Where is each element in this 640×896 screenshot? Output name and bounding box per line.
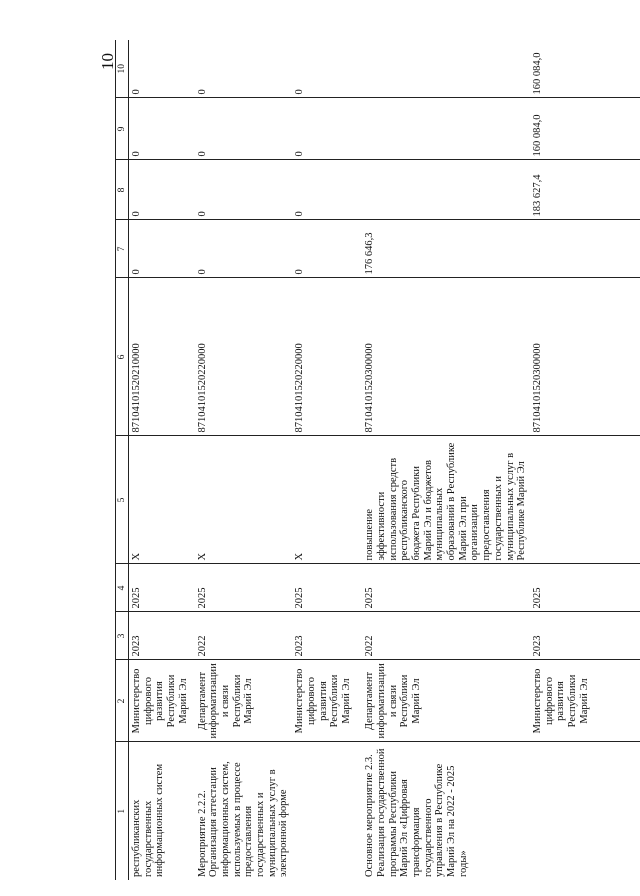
amount-col-8: 0 (292, 160, 362, 220)
amount-col-7: 176 646,3 (362, 220, 530, 278)
amount-col-7: 0 (292, 220, 362, 278)
amount-col-8 (362, 160, 530, 220)
header-col-5: 5 (116, 436, 129, 564)
activity-name: Мероприятие 2.2.2. Организация аттестации информационных систем, используемых в процессе предоставления государственных и муниципальных услуг в электронной форме (195, 742, 293, 880)
start-year: 2023 (292, 612, 362, 660)
header-col-3: 3 (116, 612, 129, 660)
end-year: 2025 (292, 564, 362, 612)
expected-result (530, 436, 640, 564)
table-row (129, 40, 195, 880)
header-col-9: 9 (116, 98, 129, 160)
amount-col-8: 183 627,4 (530, 160, 640, 220)
amount-col-10 (362, 40, 530, 98)
amount-col-10: 0 (196, 89, 208, 95)
amount-col-9: 0 (292, 98, 362, 160)
activity-name (530, 742, 640, 880)
header-col-10: 10 (116, 40, 129, 98)
start-year: 2023 (129, 612, 195, 660)
table-row (195, 40, 293, 880)
amount-col-9: 0 (129, 98, 195, 160)
responsible-executor: Министерство цифрового развития Республики Марий Эл (530, 660, 640, 742)
start-year: 2023 (530, 612, 640, 660)
header-col-4: 4 (116, 564, 129, 612)
start-year: 2022 (195, 612, 293, 660)
budget-code: 87104101520300000 (530, 278, 640, 436)
header-col-7: 7 (116, 220, 129, 278)
activity-name (292, 742, 362, 880)
responsible-executor: Департамент информатизации и связи Республики Марий Эл (195, 660, 293, 742)
expected-result: повышение эффективности использования средств республиканского бюджета Республики Марий Эл и бюджетов муниципальных образований в Республике Марий Эл при организации предоставления государственных и муниципальных услуг в Республике Марий Эл (362, 436, 530, 564)
budget-code: 87104101520220000 (292, 278, 362, 436)
responsible-executor: Министерство цифрового развития Республики Марий Эл (292, 660, 362, 742)
header-col-2: 2 (116, 660, 129, 742)
table-row (362, 40, 530, 880)
table-row (530, 40, 640, 880)
rotated-page (115, 40, 615, 880)
expected-result: X (195, 436, 293, 564)
amount-col-7 (530, 220, 640, 278)
amount-col-10: 0 (294, 89, 306, 95)
budget-code: 87104101520300000 (362, 278, 530, 436)
amount-col-9: 0 (195, 98, 293, 160)
header-col-8: 8 (116, 160, 129, 220)
amount-col-10: 0 (131, 89, 142, 95)
header-row (116, 40, 129, 880)
budget-table (115, 40, 640, 880)
start-year: 2022 (362, 612, 530, 660)
header-col-6: 6 (116, 278, 129, 436)
responsible-executor: Министерство цифрового развития Республики Марий Эл (129, 660, 195, 742)
budget-code: 87104101520220000 (195, 278, 293, 436)
expected-result: X (129, 436, 195, 564)
amount-col-9: 160 084,0 (530, 98, 640, 160)
table-row (292, 40, 362, 880)
end-year: 2025 (530, 564, 640, 612)
amount-col-8: 0 (195, 160, 293, 220)
end-year: 2025 (195, 564, 293, 612)
amount-col-7: 0 (129, 220, 195, 278)
end-year: 2025 (129, 564, 195, 612)
amount-col-10: 160 084,0 (531, 52, 543, 95)
activity-name: республиканских государственных информационных систем (129, 742, 195, 880)
responsible-executor: Департамент информатизации и связи Республики Марий Эл (362, 660, 530, 742)
expected-result: X (292, 436, 362, 564)
amount-col-8: 0 (129, 160, 195, 220)
amount-col-9 (362, 98, 530, 160)
amount-col-7: 0 (195, 220, 293, 278)
page-number: 10 (98, 53, 117, 70)
activity-name: Основное мероприятие 2.3. Реализация государственной программы Республики Марий Эл «Цифровая трансформация государственного управления в Республике Марий Эл на 2022 - 2025 годы» (362, 742, 530, 880)
header-col-1: 1 (116, 742, 129, 880)
end-year: 2025 (362, 564, 530, 612)
budget-code: 87104101520210000 (129, 278, 195, 436)
